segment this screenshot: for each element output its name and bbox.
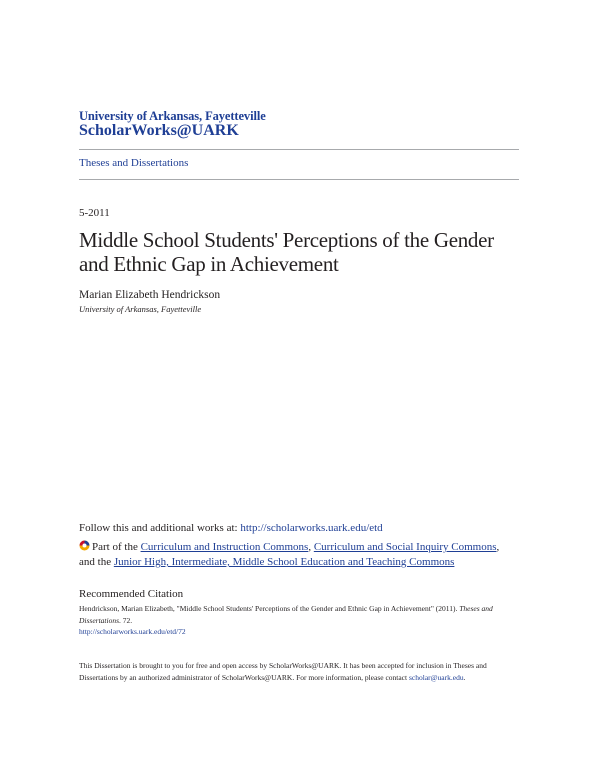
- middle-school-education-commons-link[interactable]: Junior High, Intermediate, Middle School Education and Teaching Commons: [113, 556, 455, 568]
- citation-url-link[interactable]: http://scholarworks.uark.edu/etd/72: [79, 627, 186, 636]
- divider-bottom: [79, 179, 519, 180]
- document-title: [79, 228, 539, 276]
- author-name: Marian Elizabeth Hendrickson: [79, 289, 221, 301]
- citation-body: Hendrickson, Marian Elizabeth, "Middle School Students' Perceptions of the Gender and Ethnic Gap in Achievement" (2011).: [79, 604, 460, 613]
- publication-date: 5-2011: [79, 207, 110, 219]
- follow-url-link[interactable]: http://scholarworks.uark.edu/etd: [240, 522, 383, 534]
- citation-number: . 72.: [119, 615, 133, 625]
- follow-prefix: Follow this and additional works at:: [79, 522, 241, 534]
- title-line-2: and Ethnic Gap in Achievement: [79, 252, 339, 276]
- collection-link[interactable]: Theses and Dissertations: [79, 157, 189, 169]
- part-of-prefix: Part of the: [92, 541, 141, 553]
- commons-logo-icon: [79, 540, 90, 551]
- notice-end: .: [463, 672, 466, 682]
- curriculum-social-inquiry-commons-link[interactable]: Curriculum and Social Inquiry Commons: [313, 541, 497, 553]
- recommended-citation-heading: Recommended Citation: [79, 588, 184, 600]
- separator: ,: [308, 541, 314, 553]
- access-notice: [79, 660, 524, 683]
- contact-email-link[interactable]: scholar@uark.edu: [408, 672, 464, 682]
- title-line-1: Middle School Students' Perceptions of the Gender: [79, 228, 494, 252]
- citation-journal: Theses and Dissertations: [79, 604, 493, 625]
- citation-text: [79, 603, 524, 638]
- notice-body: This Dissertation is brought to you for free and open access by ScholarWorks@UARK. It has been accepted for inclusion in Theses and Dissertations by an authorized administrator of ScholarWorks@UARK. For more information, please contact: [79, 661, 487, 682]
- university-name: University of Arkansas, Fayetteville: [79, 109, 266, 123]
- repository-name[interactable]: ScholarWorks@UARK: [79, 122, 239, 139]
- part-of-block: [79, 540, 519, 570]
- author-affiliation: University of Arkansas, Fayetteville: [79, 304, 202, 314]
- divider-top: [79, 149, 519, 150]
- and-the-text: and the: [79, 556, 114, 568]
- trailing-comma: ,: [496, 541, 500, 553]
- follow-line: [79, 522, 383, 534]
- curriculum-instruction-commons-link[interactable]: Curriculum and Instruction Commons: [140, 541, 309, 553]
